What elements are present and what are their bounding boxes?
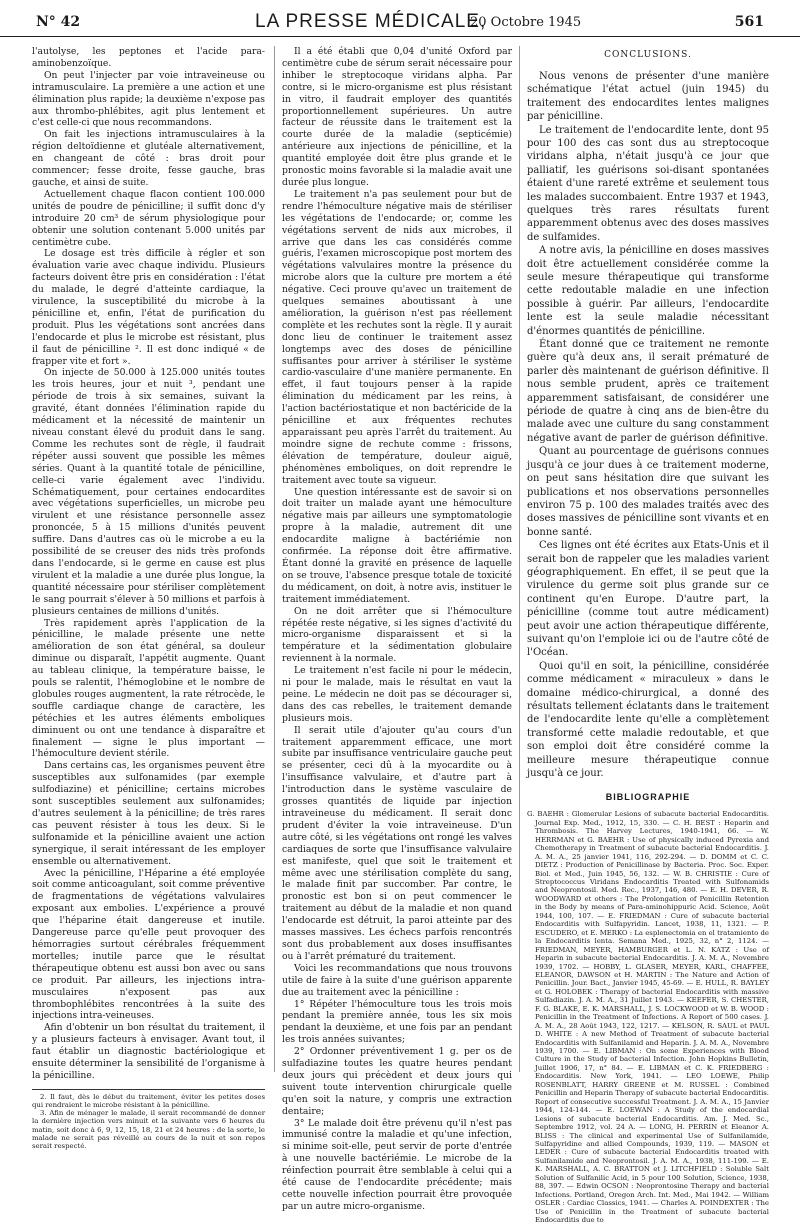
paragraph: Étant donné que ce traitement ne remonte guère qu'à deux ans, il serait prématuré de parler dès maintenant de guérison définitive. Il nous semble prudent, après ce traitement apparemment satisfaisant, de considérer une période de quatre à cinq ans de bien-être du malade avec une culture du sang constamment négative avant de parler de guérison définitive. (527, 339, 769, 444)
page-number: 561 (734, 14, 764, 30)
paragraph: G. BAEHR : Glomerular Lesions of subacute bacterial Endocarditis. Journal Exp. Med., 1912, 15, 330. — C. H. BEST : Heparin and Thrombosis. The Harvey Lectures, 1940-1941, 66. — W. HERRMAN et G. BAEHR : Use of physically induced Pyrexia and Chemotherapy in Treatment of subacute bacterial Endocarditis. J. A. M. A., 25 janvier 1941, 116, 292-294. — D. DOMM et C. C. DIETZ : Production of Penicillinase by Bacteria. Proc. Soc. Exper. Biol. et Med., Juin 1945, 56, 132. — W. B. CHRISTIE : Cure of Streptococcus Viridans Endocarditis Treated with Sulfonamids and Neoprontosil. Med. Rec., 1937, 146, 480. — E. H. DEVER, R. WOODWARD et others : The Prolongation of Penicillin Retention in the Body by means of Para-aminohippuric Acid. Science, Août 1944, 100, 107. — E. FRIEDMAN : Cure of subacute bacterial Endocarditis with Sulfapyridin. Lancet, 1938, 11, 1321. — P. ESCUDERO, et E. MERKO : La esplenectomia en el tratamiento de la Endocarditis lenta. Semana Med., 1925, 32, n° 2, 1124. — FRIEDMAN, MEYER, HAMBURGER et L. N. KATZ : Use of Heparin in subacute bacterial Endocarditis. J. A. M. A., Novembre 1939, 1702. — HOBBY, L. GLASER, MEYER, KARL, CHAFFEE, ELEANOR, DAWSON et H. MARTIN : The Nature and Action of Penicillin. Jour. Bact., Janvier 1945, 45-69. — E. HULL, R. BAYLEY et G. HOLOBEK : Therapy of bacterial Endocarditis with massive Sulfadiazin. J. A. M. A., 31 Juillet 1943. — KEEFER, S. CHESTER, F. G. BLAKE, E. K. MARSHALL, J. S. LOCKWOOD et W. B. WOOD : Penicillin in the Treatment of Infections. A Report of 500 cases. J. A. M. A., 28 Août 1943, 122, 1217. — KELSON, R. SAUL et PAUL D. WHITE : A new Method of Treatment of subacute bacterial Endocarditis with Sulfanilamid and Heparin. J. A. M. A., Novembre 1939, 1700. — E. LIBMAN : On some Experiences with Blood Culture in the Study of bacterial Infection. John Hopkins Bulletin, Juillet 1906, 17, n° 84. — E. LIBMAN et C. K. FRIEDBERG : Endocarditis. New York, 1941. — LEO LOEWE, Philip ROSENBLATT, HARRY GREENE et M. RUSSEL : Combined Penicillin and Heparin Therapy of subacute bacterial Endocarditis. Report of consecutive successful Treatment. J. A. M. A., 15 Janvier 1944, 124-144. — E. LOEWAN : A Study of the endocardial Lesions of subacute bacterial Endocarditis. Am. J. Med. Sc., Septembre 1912, vol. 24 A. — LONG, H. PERRIN et Eleanor A. BLISS : The clinical and experimental Use of Sulfanilamide, Sulfapyridine and allied Compounds, 1939, 119. — MASON et LEDER : Cure of subacute bacterial Endocarditis treated with Sulfanilamide and Neoprontosil. J. A. M. A., 1938, 111-199. — E. K. MARSHALL, A. C. BRATTON et J. LITCHFIELD : Soluble Salt Solution of Sulfanilic Acid, in 5 pour 100 Solution, Science, 1938, 88, 397. — Edwin OCSON : Neoprontosine Therapy and bacterial Infections. Portland, Oregon Arch. Int. Med., Mai 1942. — William OSLER : Cardiac Classics, 1941. — Charles A. POINDEXTER : The Use of Penicillin in the Treatment of subacute bacterial Endocarditis due to (527, 810, 769, 1225)
paragraph: A notre avis, la pénicilline en doses massives doit être actuellement considérée comme la seule mesure thérapeutique qui transforme cette redoutable maladie en une infection possible à guérir. Par ailleurs, l'endocardite lente est la seule maladie nécessitant d'énormes quantités de pénicilline. (527, 245, 769, 337)
bibliography-heading: BIBLIOGRAPHIE (605, 792, 691, 803)
paragraph: 3° Le malade doit être prévenu qu'il n'est pas immunisé contre la maladie et qu'une infection, si minime soit-elle, peut servir de porte d'entrée à une nouvelle bactériémie. Le microbe de la réinfection pourrait être semblable à celui qui a été cause de l'endocardite précédente; mais cette nouvelle infection pourrait être provoquée par un autre micro-organisme. (282, 1117, 512, 1212)
paragraph: Le traitement n'a pas seulement pour but de rendre l'hémoculture négative mais de stériliser les végétations de l'endocarde; or, comme les végétations servent de nids aux microbes, il arrive que dans les cas considérés comme guéris, l'examen microscopique post mortem des végétations valvulaires montre la présence du microbe alors que la culture pre mortem a été négative. Ceci prouve qu'avec un traitement de quelques semaines aboutissant à une amélioration, la guérison n'est pas réellement complète et les rechutes sont la règle. Il y aurait donc lieu de continuer le traitement assez longtemps avec des doses de pénicilline suffisantes pour arriver à stériliser le système cardio-vasculaire d'une manière permanente. En effet, il faut toujours penser à la rapide élimination du médicament par les reins, à l'action bactériostatique et non bactéricide de la pénicilline et aux fréquentes rechutes apparaissant peu après l'arrêt du traitement. Au moindre signe de rechute comme : frissons, élévation de température, douleur aiguë, phénomènes emboliques, on doit reprendre le traitement avec toute sa vigueur. (282, 188, 512, 486)
column-1 (32, 46, 265, 1150)
paragraph: Quant au pourcentage de guérisons connues jusqu'à ce jour dues à ce traitement moderne, on peut sans hésitation dire que suivant les publications et nos observations personnelles environ 75 p. 100 des malades traités avec des doses massives de pénicilline sont vivants et en bonne santé. (527, 446, 769, 538)
paragraph: Le traitement de l'endocardite lente, dont 95 pour 100 des cas sont dus au streptocoque viridans alpha, n'était jusqu'à ce jour que palliatif, les guérisons soi-disant spontanées étaient d'une rareté extrême et seulement tous les malades succombaient. Entre 1937 et 1943, quelques très rares résultats furent apparemment obtenus avec des doses massives de sulfamides. (527, 124, 769, 243)
conclusions-text (527, 70, 769, 781)
paragraph: Une question intéressante est de savoir si on doit traiter un malade ayant une hémoculture négative mais par ailleurs une symptomatologie propre à la maladie, autrement dit une endocardite maligne à bactériémie non confirmée. La réponse doit être affirmative. Étant donné la gravité en présence de laquelle on se trouve, l'absence presque totale de toxicité du médicament, on doit, à notre avis, instituer le traitement immédiatement. (282, 486, 512, 605)
paragraph: Il serait utile d'ajouter qu'au cours d'un traitement apparemment efficace, une mort subite par insuffisance ventriculaire gauche peut se présenter, ceci dû à la myocardite ou à l'insuffisance valvulaire, et d'autre part à l'introduction dans le système vasculaire de grosses quantités de liquide par injection intraveineuse du médicament. Il serait donc prudent d'éviter la voie intraveineuse. D'un autre côté, si les végétations ont rongé les valves cardiaques de sorte que l'insuffisance valvulaire est manifeste, quel que soit le traitement et même avec une stérilisation complète du sang, le malade finit par succomber. Par contre, le pronostic est bon si on peut commencer le traitement au début de la maladie et non quand l'endocarde est détruit, la paroi atteinte par des masses massives. Les échecs parfois rencontrés sont dus probablement aux doses insuffisantes ou à l'arrêt prématuré du traitement. (282, 724, 512, 962)
paragraph: Voici les recommandations que nous trouvons utile de faire à la suite d'une guérison apparente due au traitement avec la pénicilline : (282, 962, 512, 998)
paragraph: 2° Ordonner préventivement 1 g. per os de sulfadiazine toutes les quatre heures pendant deux jours qui précèdent et deux jours qui suivent toute intervention chirurgicale quelle qu'en soit la nature, y compris une extraction dentaire; (282, 1046, 512, 1117)
conclusions-heading: CONCLUSIONS. (604, 50, 692, 60)
paragraph: Nous venons de présenter d'une manière schématique l'état actuel (juin 1945) du traitement des endocardites lentes malignes par pénicilline. (527, 70, 769, 123)
footnotes (32, 1089, 265, 1150)
paragraph: Afin d'obtenir un bon résultat du traitement, il y a plusieurs facteurs à envisager. Avant tout, il faut établir un diagnostic bactériologique et ensuite déterminer la sensibilité de l'organisme à la pénicilline. (32, 1022, 265, 1081)
paragraph: Actuellement chaque flacon contient 100.000 unités de poudre de pénicilline; il suffit donc d'y introduire 20 cm³ de sérum physiologique pour obtenir une solution contenant 5.000 unités par centimètre cube. (32, 188, 265, 248)
paragraph: Quoi qu'il en soit, la pénicilline, considérée comme médicament « miraculeux » dans le domaine médico-chirurgical, a donné des résultats tellement éclatants dans le traitement de l'endocardite lente qu'elle a complètement transformé cette maladie redoutable, et que son emploi doit être considéré comme la meilleure mesure thérapeutique connue jusqu'à ce jour. (527, 660, 769, 780)
paragraph: On fait les injections intramusculaires à la région deltoïdienne et glutéale alternativement, en changeant de côté : bras droit pour commencer; fesse droite, fesse gauche, bras gauche, et ainsi de suite. (32, 129, 265, 188)
issue-date: 20 Octobre 1945 (470, 15, 582, 30)
paragraph: On injecte de 50.000 à 125.000 unités toutes les trois heures, jour et nuit ³, pendant une période de trois à six semaines, suivant la gravité, étant données l'élimination rapide du médicament et la nécessité de maintenir un niveau constant élevé du produit dans le sang. Comme les rechutes sont de règle, il faudrait répéter aussi souvent que possible les mêmes séries. Quant à la quantité totale de pénicilline, celle-ci varie également avec l'individu. Schématiquement, pour certaines endocardites avec végétations superficielles, un microbe peu virulent et une résistance personnelle assez prononcée, 5 à 15 millions d'unités peuvent suffire. Dans d'autres cas où le microbe a eu la possibilité de se creuser des nids très profonds dans l'endocarde, si le germe en cause est plus virulent et la maladie a une durée plus longue, la quantité nécessaire pour stériliser complètement le sang pourrait s'élever à 50 millions et parfois à plusieurs centaines de millions d'unités. (32, 367, 265, 617)
column-2 (282, 46, 512, 1213)
column-divider (274, 46, 275, 1072)
paragraph: Très rapidement après l'application de la pénicilline, le malade présente une nette amélioration de son état général, sa douleur diminue ou disparaît, l'appétit augmente. Quant au tableau clinique, la température baisse, le pouls se ralentit, l'hémoglobine et le nombre de globules rouges augmentent, la rate rétrocède, le souffle cardiaque change de caractère, les pétéchies et les autres éléments emboliques diminuent ou ont une tendance à disparaître et finalement — signe le plus important — l'hémoculture devient stérile. (32, 617, 265, 760)
column-1-text (32, 46, 265, 1082)
paragraph: Dans certains cas, les organismes peuvent être susceptibles aux sulfonamides (par exemple sulfodiazine) et pénicilline; certains microbes sont susceptibles seulement aux sulfonamides; d'autres seulement à la pénicilline; de très rares cas peuvent résister à tous les deux. Si le sulfonamide et la pénicilline avaient une action synergique, il serait intéressant de les employer ensemble ou alternativement. (32, 760, 265, 867)
bibliography-text (527, 810, 769, 1224)
column-3 (527, 46, 769, 1225)
paragraph: On ne doit arrêter que si l'hémoculture répétée reste négative, si les signes d'activité du micro-organisme disparaissent et si la température et la sédimentation globulaire reviennent à la normale. (282, 605, 512, 665)
paragraph: Le traitement n'est facile ni pour le médecin, ni pour le malade, mais le résultat en vaut la peine. Le médecin ne doit pas se décourager si, dans des cas rebelles, le traitement demande plusieurs mois. (282, 665, 512, 724)
paragraph: 2. Il faut, dès le début du traitement, éviter les petites doses qui rendraient le microbe résistant à la pénicilline. (32, 1092, 265, 1110)
issue-number: N° 42 (36, 14, 81, 30)
paragraph: l'autolyse, les peptones et l'acide para-aminobenzoïque. (32, 46, 265, 69)
journal-title: LA PRESSE MÉDICALE, (255, 11, 487, 32)
paragraph: Ces lignes ont été écrites aux Etats-Unis et il serait bon de rappeler que les maladies varient géographiquement. En effet, il se peut que la virulence du germe soit plus grande sur ce continent qu'en Europe. D'autre part, la pénicilline (comme tout autre médicament) peut avoir une action thérapeutique différente, suivant qu'on l'emploie ici ou de l'autre côté de l'Océan. (527, 540, 769, 659)
paragraph: Il a été établi que 0,04 d'unité Oxford par centimètre cube de sérum serait nécessaire pour inhiber le streptocoque viridans alpha. Par contre, si le micro-organisme est plus résistant in vitro, il faudrait employer des quantités proportionnellement supérieures. Un autre facteur de réussite dans le traitement est la courte durée de la maladie (septicémie) antérieure aux injections de pénicilline, et la quantité employée doit être plus grande et le pronostic moins favorable si la maladie avait une durée plus longue. (282, 46, 512, 188)
page-header (0, 6, 800, 37)
column-divider (519, 46, 520, 1072)
paragraph: Avec la pénicilline, l'Héparine a été employée soit comme anticoagulant, soit comme préventive de fragmentations de végétations valvulaires exposant aux embolies. L'expérience a prouvé que l'héparine était dangereuse et inutile. Dangereuse parce qu'elle peut provoquer des hémorragies surtout cérébrales fréquemment mortelles; inutile parce que le résultat thérapeutique obtenu est aussi bon avec ou sans ce produit. Par ailleurs, les injections intra-musculaires n'exposent pas aux thrombophlébites rencontrées à la suite des injections intra-veineuses. (32, 867, 265, 1022)
paragraph: 3. Afin de ménager le malade, il serait recommandé de donner la dernière injection vers minuit et la suivante vers 6 heures du matin, soit donc à 6, 9, 12, 15, 18, 21 et 24 heures : de la sorte, le malade ne serait pas réveillé au cours de la nuit et son repos serait respecté. (32, 1109, 265, 1151)
paragraph: 1° Répéter l'hémoculture tous les trois mois pendant la première année, tous les six mois pendant la deuxième, et une fois par an pendant les trois années suivantes; (282, 998, 512, 1046)
column-2-text (282, 46, 512, 1213)
paragraph: Le dosage est très difficile à régler et son évaluation varie avec chaque individu. Plusieurs facteurs doivent être pris en considération : l'état du malade, le degré d'atteinte cardiaque, la virulence, la susceptibilité du microbe à la pénicilline et, enfin, l'état de purification du produit. Plus les végétations sont ancrées dans l'endocarde et plus le microbe est résistant, plus il faut de pénicilline ². Il est donc indiqué « de frapper vite et fort ». (32, 248, 265, 367)
paragraph: On peut l'injecter par voie intraveineuse ou intramusculaire. La première a une action et une élimination plus rapide; la deuxième n'expose pas aux thrombo-phlébites, agit plus lentement et c'est celle-ci que nous recommandons. (32, 69, 265, 129)
